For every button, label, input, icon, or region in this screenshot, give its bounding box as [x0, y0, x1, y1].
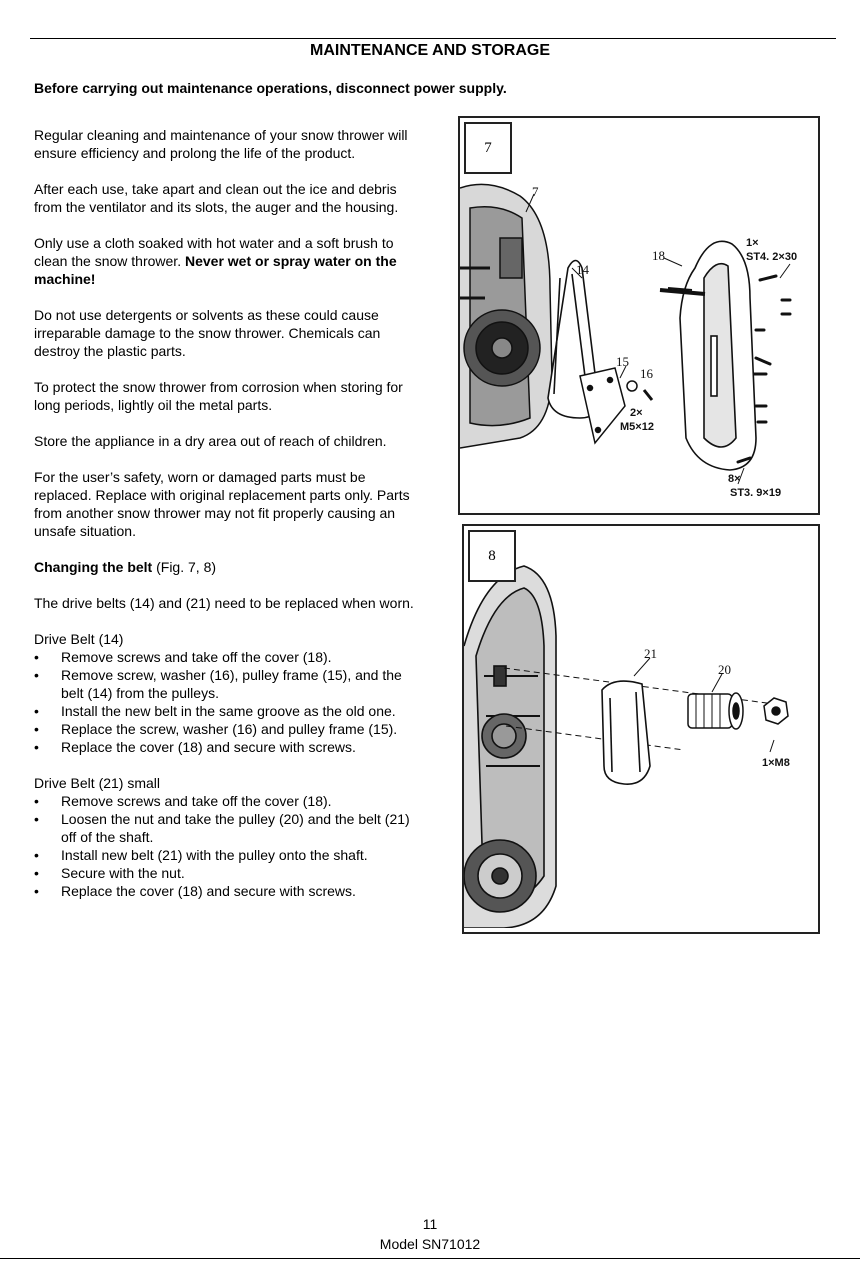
figure-7 [458, 116, 820, 515]
water-bold-warning: Never wet or spray water on the machine! [34, 253, 397, 287]
paragraph-corrosion: To protect the snow thrower from corrosion when storing for long periods, lightly oil the metal parts. [34, 379, 403, 413]
belt21-title: Drive Belt (21) small [34, 775, 161, 791]
paragraph-cleaning: Regular cleaning and maintenance of your snow thrower will ensure efficiency and prolong the life of the product. [34, 127, 408, 161]
belt-21-drawing [602, 681, 650, 784]
label-spec-m5: M5×12 [620, 421, 654, 433]
belt14-steps [34, 648, 424, 756]
label-spec-nut: 1×M8 [762, 757, 790, 769]
label-21: 21 [644, 646, 657, 661]
list-item: • Remove screws and take off the cover (18). [34, 792, 424, 810]
figure-7-number: 7 [464, 122, 512, 174]
top-rule [30, 38, 836, 39]
list-item: • Secure with the nut. [34, 864, 424, 882]
label-15: 15 [616, 354, 629, 369]
page-title: MAINTENANCE AND STORAGE [309, 42, 550, 59]
nut-m8-drawing [764, 698, 788, 724]
label-qty-m5: 2× [630, 407, 643, 419]
belt-heading-bold: Changing the belt [34, 559, 153, 575]
label-qty-st3: 8× [728, 473, 741, 485]
label-14: 14 [576, 262, 589, 277]
belt21-steps [34, 792, 424, 900]
page-number: 11 [422, 1216, 438, 1232]
list-item: • Install the new belt in the same groove as the old one. [34, 702, 424, 720]
figure-8 [462, 524, 820, 934]
safety-warning: Before carrying out maintenance operations, disconnect power supply. [34, 80, 507, 96]
paragraph-after-use: After each use, take apart and clean out the ice and debris from the ventilator and its slots, the auger and the housing. [34, 181, 399, 215]
list-item: • Loosen the nut and take the pulley (20) and the belt (21) off of the shaft. [34, 810, 424, 846]
belt-heading-figref: (Fig. 7, 8) [152, 559, 217, 575]
list-item: • Replace the cover (18) and secure with screws. [34, 738, 424, 756]
label-20: 20 [718, 662, 731, 677]
washer-16-drawing [627, 381, 652, 400]
housing-drawing [460, 184, 552, 448]
figure-8-number: 8 [468, 530, 516, 582]
list-item: • Install new belt (21) with the pulley onto the shaft. [34, 846, 424, 864]
bottom-rule [0, 1258, 860, 1259]
housing-8-drawing [464, 566, 556, 928]
water-text: Only use a cloth soaked with hot water and a soft brush to clean the snow thrower. [34, 235, 394, 269]
cover-18-drawing [668, 241, 756, 470]
pulley-frame-15-drawing [580, 368, 625, 443]
paragraph-safety-parts: For the user’s safety, worn or damaged parts must be replaced. Replace with original replacement parts only. Parts from another snow thrower may not fit properly causing an unsafe situation. [34, 469, 410, 539]
belt-intro: The drive belts (14) and (21) need to be replaced when worn. [34, 595, 414, 611]
list-item: • Remove screws and take off the cover (18). [34, 648, 424, 666]
label-18: 18 [652, 248, 665, 263]
model-number: Model SN71012 [379, 1236, 481, 1252]
label-qty-screw-top: 1× [746, 237, 759, 249]
label-16: 16 [640, 366, 653, 381]
label-7: 7 [532, 184, 539, 199]
paragraph-detergents: Do not use detergents or solvents as these could cause irreparable damage to the snow thrower. Chemicals can destroy the plastic parts. [34, 307, 381, 359]
list-item: • Replace the screw, washer (16) and pulley frame (15). [34, 720, 424, 738]
belt14-title: Drive Belt (14) [34, 631, 124, 647]
list-item: • Remove screw, washer (16), pulley frame (15), and the belt (14) from the pulleys. [34, 666, 424, 702]
label-spec-screw-top: ST4. 2×30 [746, 251, 798, 263]
main-text-column [34, 126, 424, 918]
figure-7-exploded-view [460, 118, 814, 509]
paragraph-storage: Store the appliance in a dry area out of reach of children. [34, 433, 387, 449]
pulley-20-drawing [688, 693, 743, 729]
paragraph-water-warning [34, 234, 424, 288]
label-spec-st3: ST3. 9×19 [730, 487, 782, 499]
belt-heading [34, 558, 424, 576]
list-item: • Replace the cover (18) and secure with screws. [34, 882, 424, 900]
figure-8-exploded-view [464, 526, 814, 928]
